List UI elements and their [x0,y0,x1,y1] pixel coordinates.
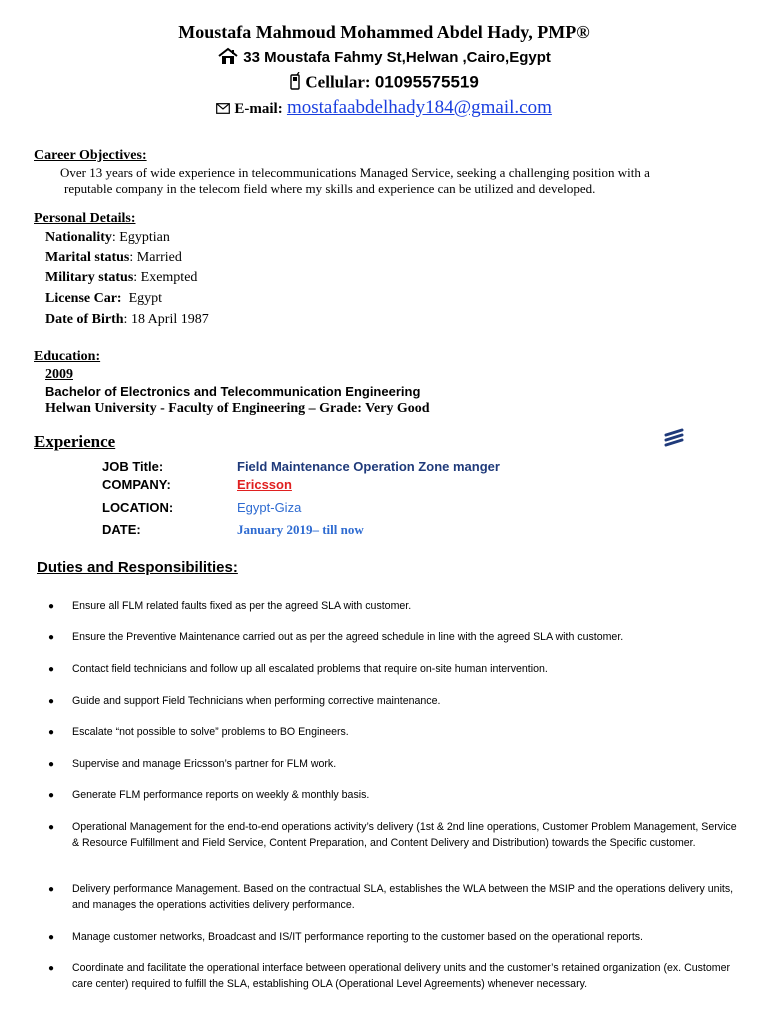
bullet-icon: ● [48,790,55,801]
personal-military-status: Military status: Exempted [45,270,198,285]
house-icon [217,47,239,69]
career-text-line-1: Over 13 years of wide experience in telecommunications Managed Service, seeking a challenging position with a [60,165,650,180]
personal-marital-status: Marital status: Married [45,250,182,265]
date-value: January 2019– till now [237,522,364,537]
bullet-icon: ● [48,632,55,643]
bullet-icon: ● [48,884,55,895]
personal-heading: Personal Details: [34,211,136,226]
education-university: Helwan University - Faculty of Engineering – Grade: Very Good [45,401,430,416]
education-year: 2009 [45,367,73,382]
bullet-icon: ● [48,822,55,833]
personal-date-of-birth: Date of Birth: 18 April 1987 [45,312,209,327]
company-label: COMPANY: [102,477,171,492]
education-degree: Bachelor of Electronics and Telecommunication Engineering [45,384,421,399]
duties-heading: Duties and Responsibilities: [37,559,238,576]
email-link[interactable]: mostafaabdelhady184@gmail.com [286,97,552,118]
location-label: LOCATION: [102,500,174,515]
cellular-label: Cellular: [305,72,371,92]
bullet-icon: ● [48,727,55,738]
phone-icon [289,72,301,95]
bullet-icon: ● [48,601,55,612]
job-title-label: JOB Title: [102,459,164,474]
email-line [0,97,768,119]
career-heading: Career Objectives: [34,148,147,163]
experience-heading: Experience [34,432,116,451]
date-label: DATE: [102,522,141,537]
bullet-icon: ● [48,963,55,974]
education-heading: Education: [34,349,101,364]
bullet-icon: ● [48,932,55,943]
cellular-value: 01095575519 [374,72,479,92]
company-value: Ericsson [237,477,292,492]
personal-license-car: License Car: Egypt [45,291,163,306]
bullet-icon: ● [48,759,55,770]
bullet-icon: ● [48,696,55,707]
address-line [0,47,768,69]
envelope-icon [216,99,230,119]
personal-nationality: Nationality: Egyptian [45,230,170,245]
resume-name: Moustafa Mahmoud Mohammed Abdel Hady, PMP® [178,22,590,42]
job-title-value: Field Maintenance Operation Zone manger [237,459,500,474]
location-value: Egypt-Giza [237,500,302,515]
address-text: 33 Moustafa Fahmy St,Helwan ,Cairo,Egypt [243,48,551,66]
email-label: E-mail: [234,101,283,117]
career-text-line-2: reputable company in the telecom field where my skills and experience can be utilized and developed. [64,181,596,196]
ericsson-logo-icon [664,428,684,453]
cellular-line [0,72,768,95]
bullet-icon: ● [48,664,55,675]
